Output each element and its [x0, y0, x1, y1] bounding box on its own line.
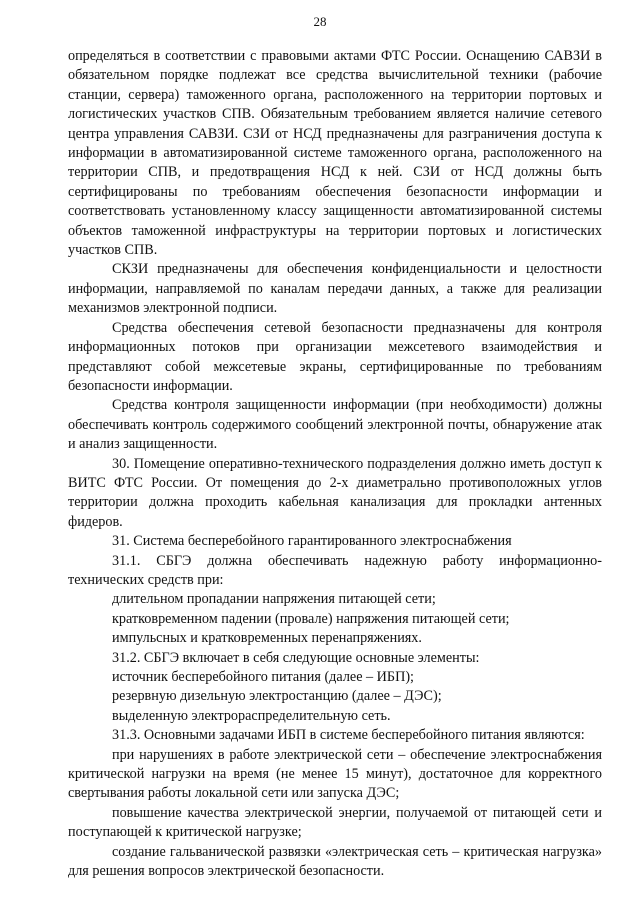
- list-item: кратковременном падении (провале) напряжения питающей сети;: [112, 610, 510, 627]
- paragraph: 30. Помещение оперативно-технического подразделения должно иметь доступ к ВИТС ФТС России. От помещения до 2-х диаметрально противоположных углов территории должна проходить кабельная канализация для прокладки антенных фидеров.: [68, 455, 602, 530]
- paragraph: 31.1. СБГЭ должна обеспечивать надежную работу информационно-технических средств при:: [68, 552, 602, 588]
- list-item: при нарушениях в работе электрической сети – обеспечение электроснабжения критической нагрузки на время (не менее 15 минут), достаточное для корректного свертывания работы локальной сети или запуска ДЭС;: [68, 746, 602, 802]
- page-number: 28: [313, 14, 327, 29]
- paragraph: 31.3. Основными задачами ИБП в системе бесперебойного питания являются:: [112, 727, 585, 744]
- paragraph: 31.2. СБГЭ включает в себя следующие основные элементы:: [112, 649, 480, 666]
- list-item: выделенную электрораспределительную сеть.: [112, 707, 391, 724]
- paragraph: определяться в соответствии с правовыми актами ФТС России. Оснащению САВЗИ в обязательном порядке подлежат все средства вычислительной техники (рабочие станции, сервера) таможенного органа, расположенного на территории портовых и логистических участков СПВ. Обязательным требованием является наличие сетевого центра управления САВЗИ. СЗИ от НСД предназначены для разграничения доступа к информации в автоматизированной системе таможенного органа, расположенного на территории СПВ, и предотвращения НСД к ней. СЗИ от НСД должны быть сертифицированы по требованиям обеспечения безопасности информации и соответствовать установленному классу защищенности автоматизированной системы объектов таможенной инфраструктуры на территории портовых и логистических участков СПВ.: [68, 48, 602, 259]
- list-item: создание гальванической развязки «электрическая сеть – критическая нагрузка» для решения вопросов электрической безопасности.: [68, 843, 602, 880]
- list-item: повышение качества электрической энергии, получаемой от питающей сети и поступающей к критической нагрузке;: [68, 804, 602, 841]
- paragraph: Средства контроля защищенности информации (при необходимости) должны обеспечивать контроль содержимого сообщений электронной почты, обнаружение атак и анализ защищенности.: [68, 397, 602, 453]
- list-item: резервную дизельную электростанцию (далее – ДЭС);: [112, 688, 442, 705]
- list-item: импульсных и кратковременных перенапряжениях.: [112, 630, 422, 647]
- section-heading: 31. Система бесперебойного гарантированного электроснабжения: [112, 533, 512, 550]
- paragraph: СКЗИ предназначены для обеспечения конфиденциальности и целостности информации, направляемой по каналам передачи данных, а также для реализации механизмов электронной подписи.: [68, 261, 602, 317]
- document-body: [68, 47, 602, 881]
- list-item: длительном пропадании напряжения питающей сети;: [112, 591, 436, 608]
- list-item: источник бесперебойного питания (далее – ИБП);: [112, 669, 414, 685]
- paragraph: Средства обеспечения сетевой безопасности предназначены для контроля информационных потоков при организации межсетевого взаимодействия и представляют собой межсетевые экраны, сертифицированные по требованиям безопасности информации.: [68, 319, 602, 394]
